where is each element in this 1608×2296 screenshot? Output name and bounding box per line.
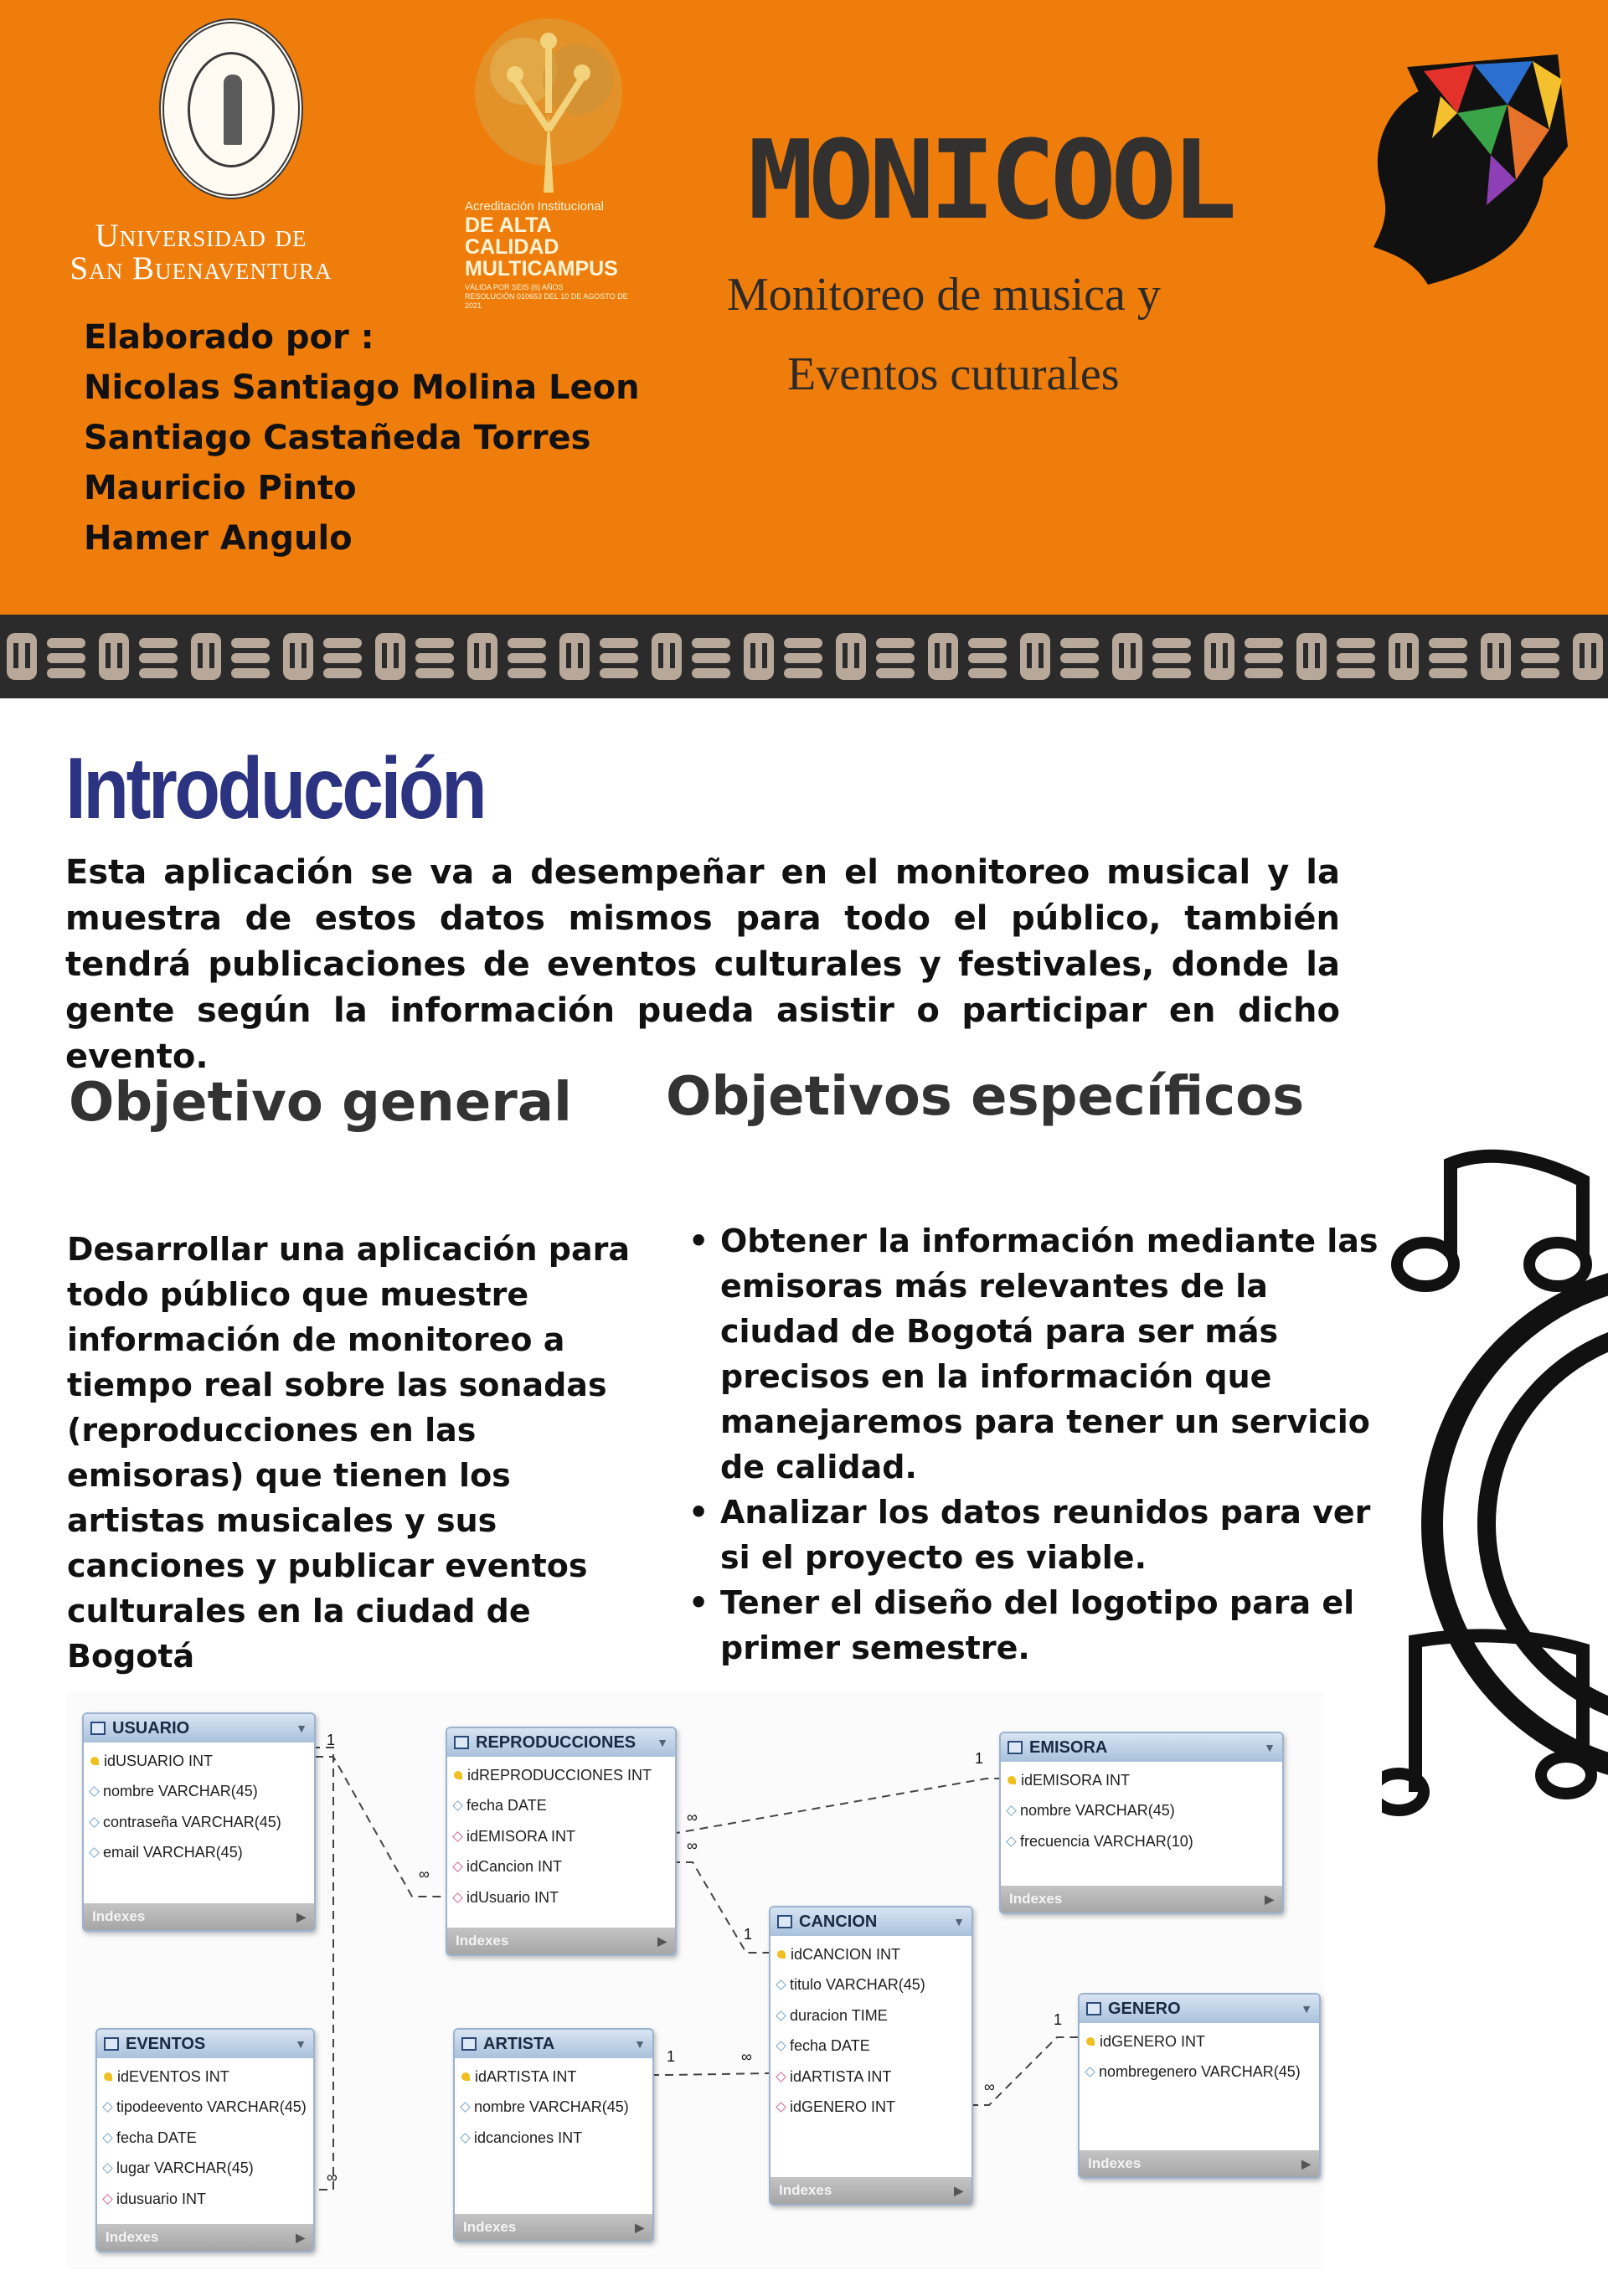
er-column <box>770 2062 972 2093</box>
er-column <box>770 1939 972 1970</box>
er-column-label: idusuario INT <box>116 2190 207 2207</box>
er-column-label: titulo VARCHAR(45) <box>790 1976 925 1994</box>
primary-key-icon <box>461 2072 470 2081</box>
column-icon <box>102 2102 113 2113</box>
author-name: Mauricio Pinto <box>84 469 357 507</box>
university-name: Universidad de San Buenaventura <box>70 218 332 286</box>
er-table-indexes[interactable] <box>770 2177 972 2204</box>
er-column <box>455 2123 652 2154</box>
er-column <box>97 2154 313 2185</box>
list-item: • Analizar los datos reunidos para ver si el proyecto es viable. <box>688 1490 1384 1580</box>
cardinality-label: 1 <box>327 1732 336 1748</box>
column-icon <box>89 1786 100 1797</box>
indexes-label: Indexes <box>1009 1891 1063 1907</box>
accreditation-text: Acreditación Institucional DE ALTA CALIDAD MULTICAMPUS VÁLIDA POR SEIS (6) AÑOS RESOLUCIÓN 010653 DEL 10 DE AGOSTO DE 2021 <box>465 199 628 310</box>
er-column-label: contraseña VARCHAR(45) <box>103 1813 281 1830</box>
er-column-label: idCANCION INT <box>791 1945 901 1963</box>
column-icon <box>102 2133 113 2144</box>
table-icon <box>1086 2002 1101 2015</box>
expand-arrow-icon: ▶ <box>954 2183 963 2197</box>
cardinality-label: ∞ <box>327 2169 338 2185</box>
collapse-arrow-icon[interactable]: ▼ <box>296 1722 307 1735</box>
er-table-indexes[interactable] <box>84 1903 314 1930</box>
expand-arrow-icon: ▶ <box>296 1909 306 1923</box>
table-icon <box>1008 1741 1023 1754</box>
specific-objectives-title: Objetivos específicos <box>666 1066 1305 1128</box>
column-icon <box>776 2010 786 2021</box>
author-name: Santiago Castañeda Torres <box>84 419 591 457</box>
er-column <box>1080 2057 1319 2088</box>
er-column-label: idGENERO INT <box>790 2098 896 2116</box>
foreign-key-icon <box>452 1861 463 1872</box>
list-item: • Obtener la información mediante las emisoras más relevantes de la ciudad de Bogotá para ser más precisos en la información que manejaremos para tener un servicio de calidad. <box>688 1218 1384 1490</box>
relation-reproducciones-cancion <box>672 1862 769 1953</box>
expand-arrow-icon: ▶ <box>1301 2156 1311 2170</box>
er-column-label: nombregenero VARCHAR(45) <box>1099 2063 1301 2081</box>
er-column-label: idARTISTA INT <box>790 2067 892 2085</box>
er-table-header[interactable] <box>770 1907 972 1936</box>
column-icon <box>1085 2067 1095 2077</box>
er-column <box>1001 1765 1282 1796</box>
er-table-header[interactable] <box>1001 1733 1282 1762</box>
collapse-arrow-icon[interactable]: ▼ <box>295 2037 307 2051</box>
er-column-label: fecha DATE <box>790 2037 870 2055</box>
er-column-label: idEMISORA INT <box>1021 1771 1131 1789</box>
column-icon <box>1006 1836 1017 1847</box>
er-column <box>455 2093 652 2124</box>
er-column-label: idUSUARIO INT <box>104 1752 214 1769</box>
er-column-label: idARTISTA INT <box>475 2067 577 2085</box>
er-table-name: EVENTOS <box>126 2034 206 2053</box>
relation-reproducciones-emisora <box>672 1779 999 1834</box>
column-icon <box>102 2163 113 2174</box>
expand-arrow-icon: ▶ <box>1265 1892 1274 1906</box>
primary-key-icon <box>90 1757 99 1765</box>
indexes-label: Indexes <box>463 2219 517 2235</box>
er-table-header[interactable] <box>455 2030 652 2058</box>
er-table-name: USUARIO <box>112 1718 190 1737</box>
relation-artista-cancion <box>651 2073 769 2075</box>
list-item: • Tener el diseño del logotipo para el primer semestre. <box>688 1580 1384 1671</box>
er-column <box>770 2031 972 2062</box>
er-column <box>84 1777 314 1808</box>
er-column-label: tipodeevento VARCHAR(45) <box>116 2098 307 2116</box>
table-icon <box>461 2037 477 2051</box>
primary-key-icon <box>777 1950 786 1959</box>
collapse-arrow-icon[interactable]: ▼ <box>953 1915 965 1928</box>
app-title: MONICOOL <box>748 116 1233 244</box>
cardinality-label: ∞ <box>687 1837 698 1854</box>
collapse-arrow-icon[interactable]: ▼ <box>1301 2002 1312 2015</box>
er-column-label: idGENERO INT <box>1100 2032 1206 2050</box>
collapse-arrow-icon[interactable]: ▼ <box>634 2037 646 2051</box>
er-column-label: nombre VARCHAR(45) <box>1020 1802 1175 1820</box>
cardinality-label: 1 <box>744 1926 753 1943</box>
introduction-title: Introducción <box>65 740 485 837</box>
table-icon <box>90 1722 106 1735</box>
er-table-indexes[interactable] <box>97 2224 313 2251</box>
cardinality-label: ∞ <box>687 1809 698 1825</box>
er-table-usuario <box>82 1712 316 1932</box>
author-name: Hamer Angulo <box>84 519 353 558</box>
indexes-label: Indexes <box>779 2182 832 2198</box>
er-table-header[interactable] <box>84 1714 314 1743</box>
er-column <box>1001 1826 1282 1857</box>
author-name: Nicolas Santiago Molina Leon <box>84 368 640 407</box>
primary-key-icon <box>1008 1776 1016 1784</box>
expand-arrow-icon: ▶ <box>296 2230 305 2244</box>
er-column <box>97 2062 313 2093</box>
cardinality-label: ∞ <box>419 1866 430 1882</box>
er-column <box>447 1852 675 1883</box>
er-column <box>447 1760 675 1791</box>
primary-key-icon <box>104 2072 112 2081</box>
foreign-key-icon <box>776 2102 786 2113</box>
cardinality-label: 1 <box>975 1750 984 1767</box>
er-table-eventos <box>95 2028 315 2252</box>
app-subtitle-line1: Monitoreo de musica y <box>727 269 1161 321</box>
column-icon <box>452 1800 463 1811</box>
column-icon <box>776 1979 786 1990</box>
er-table-header[interactable] <box>97 2030 313 2058</box>
introduction-text: Esta aplicación se va a desempeñar en el monitoreo musical y la muestra de estos datos mismos para todo el público, también tendrá publicaciones de eventos culturales y festivales, donde la gente según la información pueda asistir o participar en dicho evento. <box>65 853 1340 1076</box>
er-table-indexes[interactable] <box>1001 1886 1282 1912</box>
er-column-label: email VARCHAR(45) <box>103 1844 243 1861</box>
column-icon <box>460 2102 471 2113</box>
expand-arrow-icon: ▶ <box>657 1933 667 1948</box>
er-table-indexes[interactable] <box>1080 2150 1319 2177</box>
er-column-label: idEVENTOS INT <box>117 2067 229 2085</box>
cardinality-label: ∞ <box>984 2078 995 2095</box>
expand-arrow-icon: ▶ <box>635 2220 644 2234</box>
er-table-indexes[interactable] <box>455 2214 652 2241</box>
er-table-indexes[interactable] <box>447 1928 675 1954</box>
column-icon <box>776 2041 786 2051</box>
er-column <box>770 2093 972 2124</box>
er-column-label: idCancion INT <box>466 1858 563 1876</box>
er-table-header[interactable] <box>447 1728 675 1757</box>
table-icon <box>104 2037 119 2051</box>
primary-key-icon <box>454 1771 462 1779</box>
er-column <box>447 1821 675 1852</box>
column-icon <box>460 2133 471 2144</box>
er-column-label: fecha DATE <box>116 2129 197 2146</box>
er-column-label: duracion TIME <box>790 2006 888 2024</box>
collapse-arrow-icon[interactable]: ▼ <box>1264 1741 1276 1754</box>
er-column <box>97 2184 313 2215</box>
er-table-name: CANCION <box>799 1912 878 1931</box>
er-column <box>1001 1796 1282 1827</box>
collapse-arrow-icon[interactable]: ▼ <box>657 1736 668 1749</box>
er-table-emisora <box>999 1732 1284 1914</box>
er-column <box>84 1746 314 1777</box>
er-column-label: nombre VARCHAR(45) <box>103 1783 258 1800</box>
er-column-label: nombre VARCHAR(45) <box>474 2098 629 2116</box>
foreign-key-icon <box>452 1831 463 1842</box>
er-column-label: lugar VARCHAR(45) <box>116 2160 254 2177</box>
er-column <box>84 1838 314 1869</box>
table-icon <box>454 1736 469 1749</box>
er-table-artista <box>453 2028 654 2242</box>
foreign-key-icon <box>776 2072 786 2082</box>
indexes-label: Indexes <box>106 2229 159 2245</box>
general-objective-title: Objetivo general <box>69 1072 572 1134</box>
er-column <box>447 1882 675 1913</box>
er-table-cancion <box>769 1906 973 2206</box>
column-icon <box>89 1847 100 1858</box>
er-column-label: idcanciones INT <box>474 2129 583 2146</box>
er-column <box>447 1791 675 1822</box>
er-column-label: idEMISORA INT <box>466 1827 576 1845</box>
er-table-header[interactable] <box>1080 1995 1319 2023</box>
column-icon <box>1006 1805 1017 1816</box>
er-table-reproducciones <box>446 1727 677 1956</box>
table-icon <box>777 1915 792 1928</box>
er-column-label: fecha DATE <box>466 1797 547 1815</box>
indexes-label: Indexes <box>1088 2155 1142 2171</box>
primary-key-icon <box>1086 2037 1095 2046</box>
er-column <box>1080 2026 1319 2057</box>
er-table-name: GENERO <box>1108 1999 1181 2018</box>
er-column <box>770 2000 972 2031</box>
er-column-label: frecuencia VARCHAR(10) <box>1020 1832 1193 1850</box>
er-column <box>84 1807 314 1838</box>
er-column-label: idREPRODUCCIONES INT <box>467 1766 652 1784</box>
er-table-name: REPRODUCCIONES <box>476 1732 636 1752</box>
er-column-label: idUsuario INT <box>466 1888 559 1906</box>
cardinality-label: ∞ <box>741 2048 752 2065</box>
column-icon <box>89 1817 100 1828</box>
er-table-genero <box>1078 1993 1321 2179</box>
foreign-key-icon <box>452 1892 463 1903</box>
er-table-name: ARTISTA <box>483 2034 555 2053</box>
er-column <box>97 2093 313 2124</box>
general-objective-text: Desarrollar una aplicación para todo público que muestre información de monitoreo a tiempo real sobre las sonadas (reproducciones en las emisoras) que tienen los artistas musicales y sus canciones y publicar eventos culturales en la ciudad de Bogotá <box>67 1231 631 1675</box>
app-subtitle-line2: Eventos cuturales <box>787 348 1120 400</box>
er-column <box>97 2123 313 2154</box>
cardinality-label: 1 <box>1054 2011 1063 2028</box>
credits-heading: Elaborado por : <box>84 318 374 357</box>
er-table-name: EMISORA <box>1029 1737 1108 1757</box>
cardinality-label: 1 <box>667 2048 676 2065</box>
indexes-label: Indexes <box>92 1908 146 1924</box>
er-column <box>770 1970 972 2001</box>
indexes-label: Indexes <box>456 1933 509 1949</box>
foreign-key-icon <box>102 2194 113 2205</box>
er-column <box>455 2062 652 2093</box>
